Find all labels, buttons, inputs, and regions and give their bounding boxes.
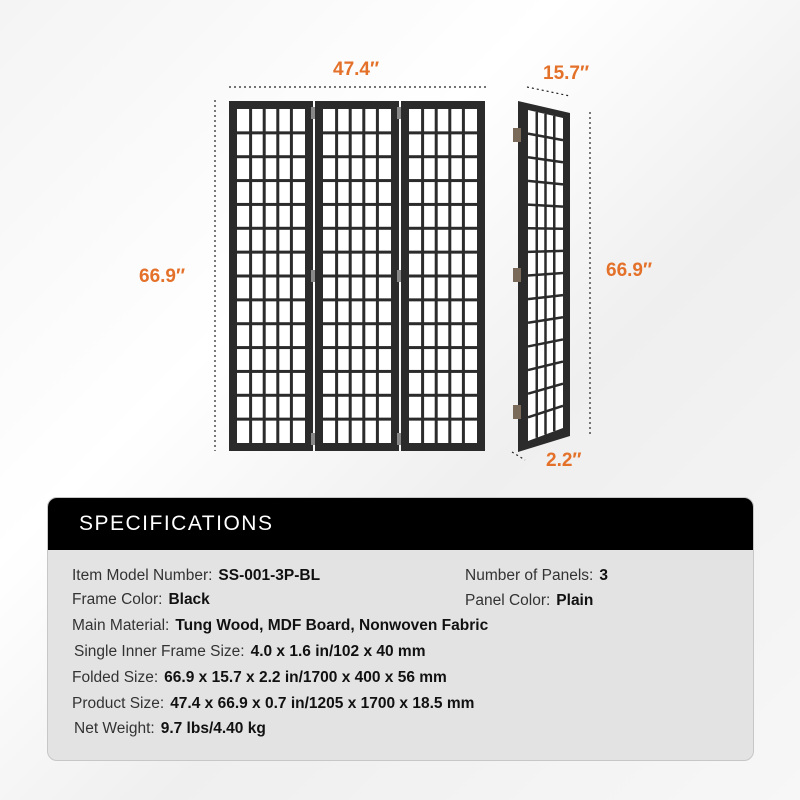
panel-rail bbox=[237, 275, 305, 278]
hinge bbox=[311, 107, 315, 119]
spec-value: Tung Wood, MDF Board, Nonwoven Fabric bbox=[175, 617, 489, 634]
panel-rail bbox=[409, 418, 477, 421]
side-hinge bbox=[513, 128, 521, 142]
panel-rail bbox=[237, 179, 305, 182]
panel-rail bbox=[409, 251, 477, 254]
panel-rail bbox=[323, 275, 391, 278]
side-rail bbox=[528, 251, 563, 252]
spec-main-material bbox=[72, 617, 488, 635]
spec-label: Panel Color: bbox=[465, 592, 551, 609]
panel-rail bbox=[237, 131, 305, 134]
spec-value: Black bbox=[168, 591, 210, 608]
spec-label: Number of Panels: bbox=[465, 567, 594, 584]
panel-rail bbox=[323, 227, 391, 230]
spec-value: 66.9 x 15.7 x 2.2 in/1700 x 400 x 56 mm bbox=[164, 669, 447, 686]
spec-product-size bbox=[72, 695, 474, 713]
spec-net-weight bbox=[74, 720, 266, 738]
panel-rail bbox=[409, 203, 477, 206]
spec-panel-color bbox=[465, 592, 593, 610]
spec-label: Folded Size: bbox=[72, 669, 159, 686]
spec-item-model-number bbox=[72, 567, 320, 585]
panel-rail bbox=[237, 155, 305, 158]
specifications-panel bbox=[47, 497, 754, 761]
panel-rail bbox=[237, 394, 305, 397]
thickness-label: 2.2″ bbox=[546, 450, 582, 471]
height-label-left: 66.9″ bbox=[139, 266, 186, 287]
panel-rail bbox=[323, 131, 391, 134]
hinge bbox=[397, 107, 401, 119]
panel-rail bbox=[409, 275, 477, 278]
panel-rail bbox=[323, 251, 391, 254]
panel-rail bbox=[323, 155, 391, 158]
thickness-dimension-line bbox=[512, 452, 525, 460]
hinge bbox=[397, 270, 401, 282]
spec-frame-color bbox=[72, 591, 210, 609]
panel-rail bbox=[237, 370, 305, 373]
panel-rail bbox=[237, 322, 305, 325]
panel-rail bbox=[323, 370, 391, 373]
spec-value: 4.0 x 1.6 in/102 x 40 mm bbox=[250, 643, 426, 660]
panel-rail bbox=[323, 298, 391, 301]
panel-rail bbox=[409, 394, 477, 397]
panel-rail bbox=[323, 394, 391, 397]
width-label: 47.4″ bbox=[333, 59, 380, 80]
spec-folded-size bbox=[72, 669, 447, 687]
spec-label: Net Weight: bbox=[74, 720, 155, 737]
panel-rail bbox=[409, 346, 477, 349]
spec-single-inner-frame-size bbox=[74, 643, 426, 661]
panel-rail bbox=[409, 179, 477, 182]
panel-rail bbox=[409, 227, 477, 230]
side-view-folded-screen bbox=[513, 101, 570, 452]
panel-rail bbox=[237, 418, 305, 421]
panel-rail bbox=[237, 251, 305, 254]
spec-label: Item Model Number: bbox=[72, 567, 213, 584]
depth-dimension-line bbox=[527, 87, 570, 96]
side-hinge bbox=[513, 405, 521, 419]
panel-rail bbox=[237, 203, 305, 206]
specifications-title: SPECIFICATIONS bbox=[48, 498, 753, 550]
spec-value: 3 bbox=[599, 567, 608, 584]
side-hinge bbox=[513, 268, 521, 282]
panel-rail bbox=[323, 203, 391, 206]
panel-rail bbox=[323, 346, 391, 349]
spec-value: Plain bbox=[556, 592, 594, 609]
spec-label: Main Material: bbox=[72, 617, 170, 634]
panel-rail bbox=[409, 131, 477, 134]
panel-rail bbox=[237, 298, 305, 301]
panel-rail bbox=[323, 179, 391, 182]
spec-label: Frame Color: bbox=[72, 591, 163, 608]
panel-rail bbox=[409, 322, 477, 325]
panel-rail bbox=[409, 370, 477, 373]
panel-rail bbox=[237, 346, 305, 349]
spec-value: 9.7 lbs/4.40 kg bbox=[160, 720, 266, 737]
front-view-panels bbox=[229, 101, 485, 451]
hinge bbox=[311, 433, 315, 445]
panel-rail bbox=[409, 155, 477, 158]
spec-value: SS-001-3P-BL bbox=[218, 567, 321, 584]
hinge bbox=[397, 433, 401, 445]
spec-label: Single Inner Frame Size: bbox=[74, 643, 245, 660]
panel-rail bbox=[237, 227, 305, 230]
spec-value: 47.4 x 66.9 x 0.7 in/1205 x 1700 x 18.5 mm bbox=[170, 695, 475, 712]
depth-label: 15.7″ bbox=[543, 63, 590, 84]
spec-label: Product Size: bbox=[72, 695, 165, 712]
spec-number-of-panels bbox=[465, 567, 608, 585]
height-label-right: 66.9″ bbox=[606, 260, 653, 281]
panel-rail bbox=[409, 298, 477, 301]
panel-rail bbox=[323, 322, 391, 325]
side-rail bbox=[528, 228, 563, 229]
panel-rail bbox=[323, 418, 391, 421]
hinge bbox=[311, 270, 315, 282]
